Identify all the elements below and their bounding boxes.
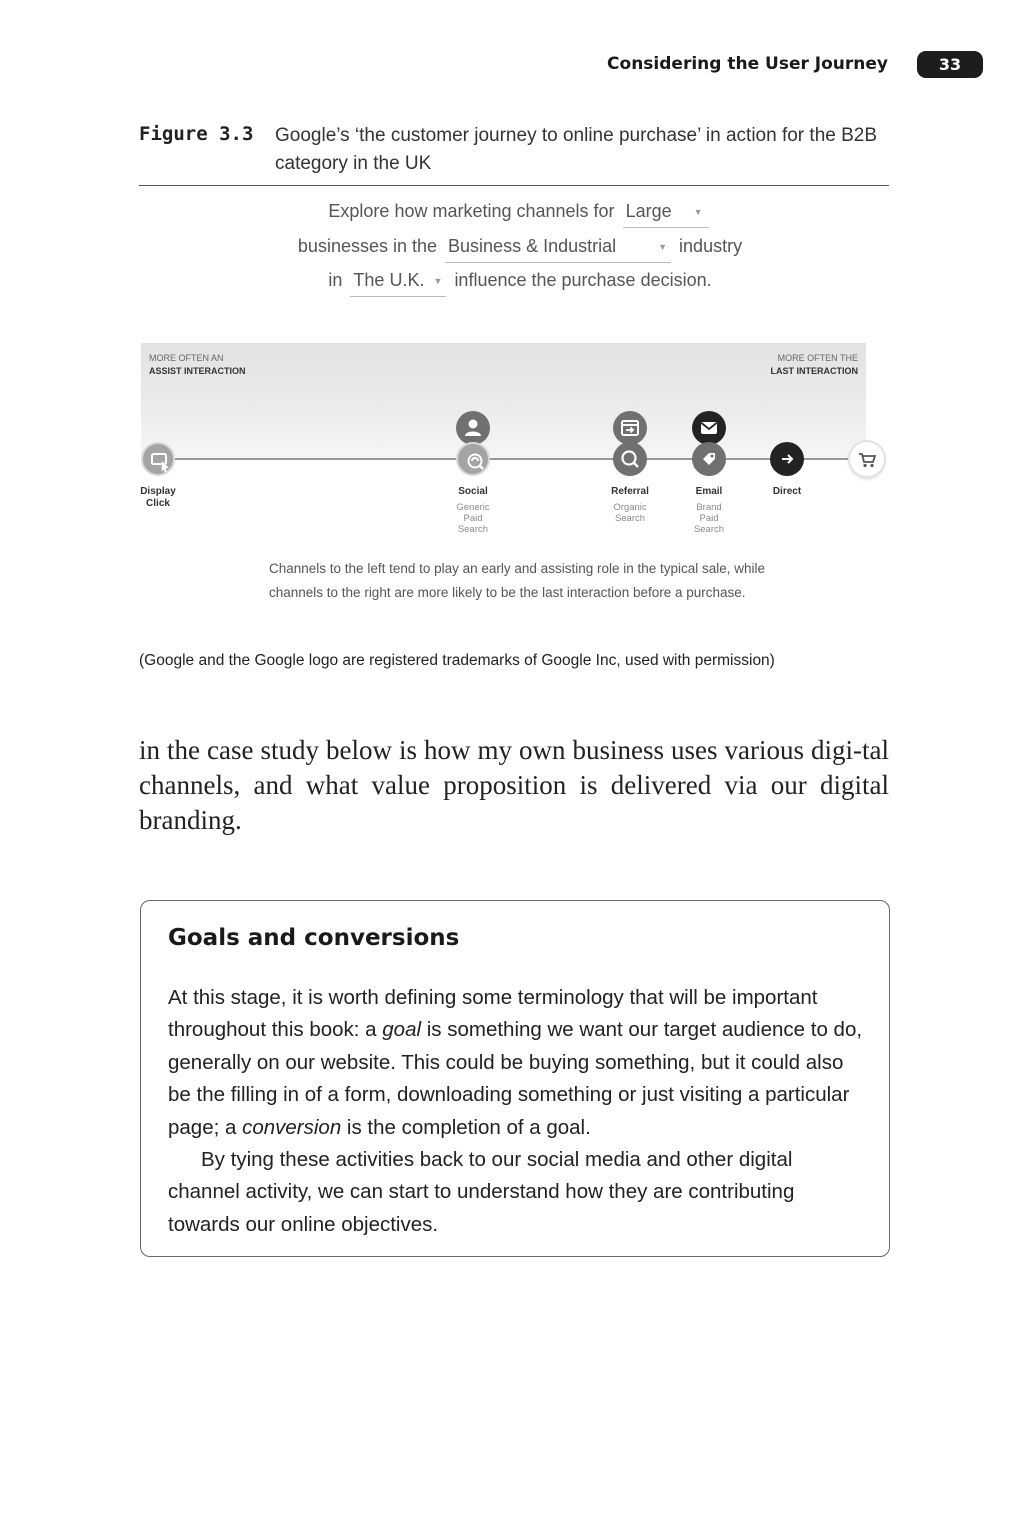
- goal-term: goal: [382, 1018, 422, 1042]
- industry-value: Business & Industrial: [448, 236, 617, 256]
- box-body: [168, 982, 868, 1241]
- channel-label-social: Social Generic Paid Search: [456, 486, 490, 535]
- referral-icon: [613, 411, 647, 445]
- assist-interaction-label: MORE OFTEN AN ASSIST INTERACTION: [149, 353, 246, 376]
- business-size-dropdown[interactable]: [623, 195, 709, 228]
- box-paragraph-1: At this stage, it is worth defining some terminology that will be important throughout this book: a goal is something we want our target audience to do, generally on our website. This could be buying something, but it could also be the filling in of a form, downloading something or just visiting a particular page; a conversion is the completion of a goal.: [168, 986, 863, 1139]
- direct-arrow-icon: [770, 442, 804, 476]
- selector-text-4: in: [328, 270, 343, 290]
- organic-search-icon: [613, 442, 647, 476]
- shopping-cart-icon: [850, 442, 884, 476]
- email-icon: [692, 411, 726, 445]
- body-paragraph: in the case study below is how my own business uses various digi-tal channels, and what value proposition is delivered via our digital branding.: [139, 735, 889, 835]
- chevron-down-icon: ▼: [433, 276, 443, 286]
- figure-explanation: Channels to the left tend to play an early and assisting role in the typical sale, while channels to the right are more likely to be the last interaction before a purchase.: [269, 561, 766, 600]
- display-click-icon: [141, 442, 175, 476]
- channel-label-email: Email Brand Paid Search: [693, 486, 725, 535]
- selector-line-2: [260, 230, 780, 262]
- chevron-down-icon: ▼: [658, 242, 668, 252]
- channel-label-display: Display Click: [140, 486, 176, 509]
- figure-label: Figure 3.3: [139, 123, 254, 145]
- selector-text-3: industry: [679, 236, 743, 256]
- box-paragraph-2: By tying these activities back to our social media and other digital channel activity, we can start to understand how they are contributing towards our online objectives.: [168, 1148, 795, 1236]
- conversion-term: conversion: [242, 1115, 342, 1139]
- figure-credit: (Google and the Google logo are registered trademarks of Google Inc, used with permission): [139, 652, 775, 669]
- country-value: The U.K.: [353, 270, 425, 290]
- last-interaction-label: MORE OFTEN THE LAST INTERACTION: [770, 353, 858, 376]
- running-head-title: Considering the User Journey: [607, 54, 888, 74]
- selector-text-2: businesses in the: [297, 236, 438, 256]
- country-dropdown[interactable]: [350, 264, 446, 297]
- selector-line-1: [260, 195, 780, 227]
- selector-text-1: Explore how marketing channels for: [328, 201, 615, 221]
- business-size-value: Large: [625, 201, 672, 221]
- figure-rule: [139, 185, 889, 186]
- selector-text-5: influence the purchase decision.: [454, 270, 712, 290]
- generic-paid-search-icon: [456, 442, 490, 476]
- journey-timeline: [160, 458, 870, 460]
- channel-label-referral: Referral Organic Search: [611, 486, 649, 524]
- industry-dropdown[interactable]: [445, 230, 671, 263]
- selector-line-3: [260, 264, 780, 296]
- channel-label-direct: Direct: [772, 486, 802, 497]
- figure-caption: Google’s ‘the customer journey to online purchase’ in action for the B2B category in the UK: [275, 125, 878, 174]
- box-title: Goals and conversions: [168, 925, 460, 951]
- chevron-down-icon: ▼: [693, 207, 703, 217]
- brand-paid-search-icon: [692, 442, 726, 476]
- social-icon: [456, 411, 490, 445]
- page-number: 33: [917, 51, 983, 78]
